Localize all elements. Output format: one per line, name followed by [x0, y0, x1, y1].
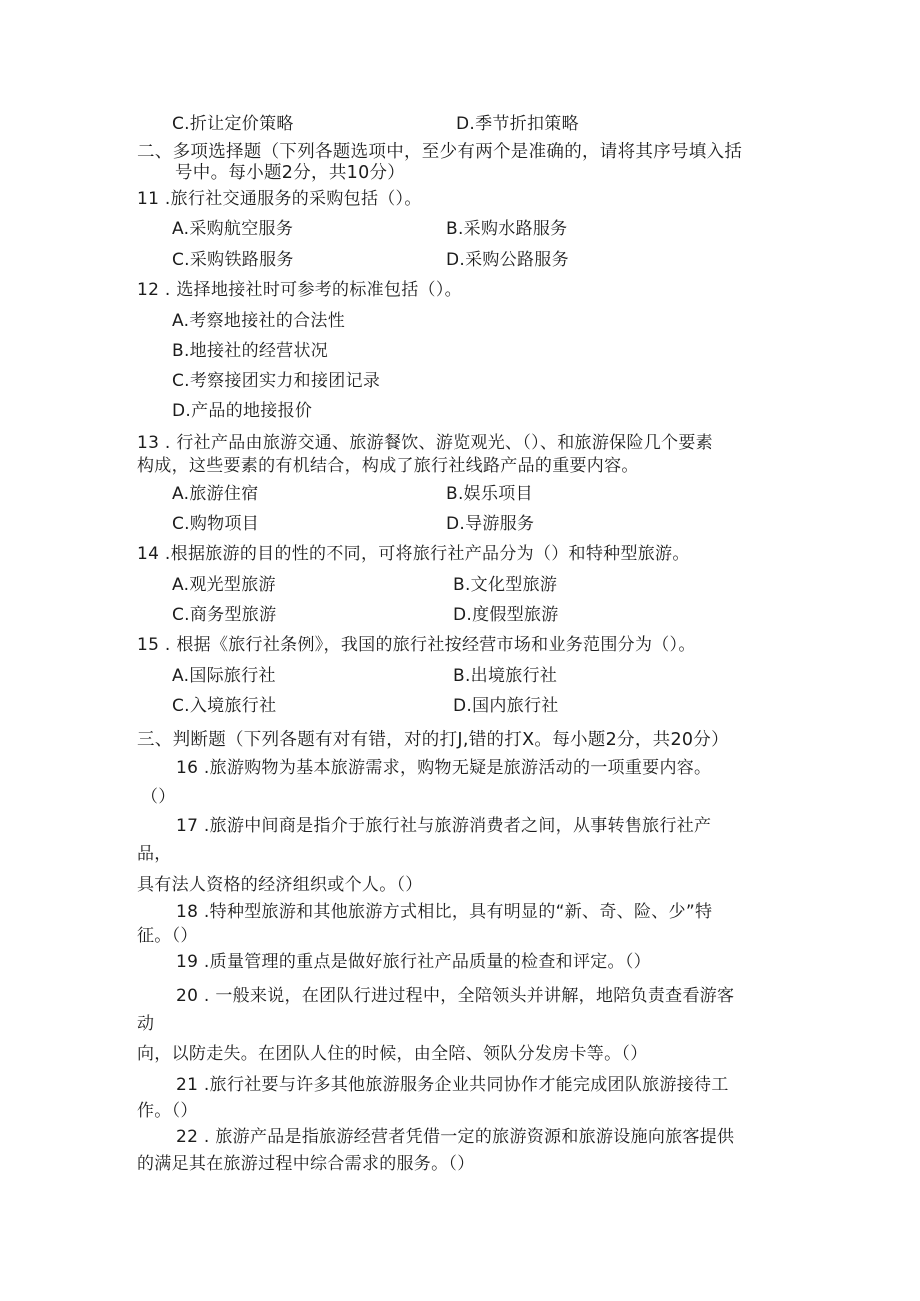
q16-line1: 16 .旅游购物为基本旅游需求，购物无疑是旅游活动的一项重要内容。 — [176, 758, 712, 778]
q13-option-b: B.娱乐项目 — [446, 484, 533, 504]
q12-option-b: B.地接社的经营状况 — [172, 341, 329, 361]
q17-line3: 具有法人资格的经济组织或个人。（） — [137, 875, 423, 895]
q13-option-a: A.旅游住宿 — [172, 484, 259, 504]
q11-option-c: C.采购铁路服务 — [172, 250, 294, 270]
q16-line2: （） — [141, 787, 176, 807]
section2-header-line2: 号中。每小题2分，共10分） — [175, 163, 406, 183]
q13-option-d: D.导游服务 — [446, 514, 535, 534]
q14-option-c: C.商务型旅游 — [172, 605, 277, 625]
q11-stem: 11 .旅行社交通服务的采购包括（）。 — [137, 189, 422, 209]
q10-option-d: D.季节折扣策略 — [456, 114, 579, 134]
q15-option-c: C.入境旅行社 — [172, 696, 277, 716]
q14-option-b: B.文化型旅游 — [453, 575, 558, 595]
q14-option-d: D.度假型旅游 — [453, 605, 559, 625]
q21-line2: 作。（） — [137, 1101, 198, 1121]
q11-option-a: A.采购航空服务 — [172, 219, 294, 239]
q10-option-c: C.折让定价策略 — [172, 114, 294, 134]
q11-option-b: B.采购水路服务 — [446, 219, 568, 239]
q22-line2: 的满足其在旅游过程中综合需求的服务。（） — [137, 1154, 475, 1174]
q11-option-d: D.采购公路服务 — [446, 250, 569, 270]
q17-line1: 17 .旅游中间商是指介于旅行社与旅游消费者之间，从事转售旅行社产 — [176, 816, 712, 836]
q20-line1: 20 . 一般来说，在团队行进过程中，全陪领头并讲解，地陪负责查看游客 — [176, 986, 735, 1006]
q15-stem: 15 . 根据《旅行社条例》，我国的旅行社按经营市场和业务范围分为（）。 — [137, 635, 696, 655]
q21-line1: 21 .旅行社要与许多其他旅游服务企业共同协作才能完成团队旅游接待工 — [176, 1075, 729, 1095]
q20-line3: 向，以防走失。在团队人住的时候，由全陪、领队分发房卡等。（） — [137, 1044, 648, 1064]
q20-line2: 动 — [137, 1014, 155, 1034]
q14-stem: 14 .根据旅游的目的性的不同，可将旅行社产品分为（）和特种型旅游。 — [137, 544, 690, 564]
q12-option-d: D.产品的地接报价 — [172, 401, 313, 421]
q17-line2: 品， — [137, 844, 172, 864]
q13-stem-line2: 构成，这些要素的有机结合，构成了旅行社线路产品的重要内容。 — [137, 456, 639, 476]
q14-option-a: A.观光型旅游 — [172, 575, 276, 595]
section2-header-line1: 二、多项选择题（下列各题选项中，至少有两个是准确的，请将其序号填入括 — [137, 142, 743, 162]
q18-line2: 征。（） — [137, 926, 198, 946]
q12-option-a: A.考察地接社的合法性 — [172, 311, 346, 331]
q15-option-d: D.国内旅行社 — [453, 696, 559, 716]
q13-option-c: C.购物项目 — [172, 514, 260, 534]
section3-header: 三、判断题（下列各题有对有错，对的打J,错的打X。每小题2分，共20分） — [137, 730, 729, 750]
q22-line1: 22 . 旅游产品是指旅游经营者凭借一定的旅游资源和旅游设施向旅客提供 — [176, 1127, 735, 1147]
q12-option-c: C.考察接团实力和接团记录 — [172, 371, 381, 391]
q13-stem-line1: 13 . 行社产品由旅游交通、旅游餐饮、游览观光、（）、和旅游保险几个要素 — [137, 433, 713, 453]
q12-stem: 12 . 选择地接社时可参考的标准包括（）。 — [137, 280, 462, 300]
q15-option-a: A.国际旅行社 — [172, 666, 276, 686]
q19-line1: 19 .质量管理的重点是做好旅行社产品质量的检查和评定。（） — [176, 952, 651, 972]
q18-line1: 18 .特种型旅游和其他旅游方式相比，具有明显的“新、奇、险、少”特 — [176, 902, 713, 922]
q15-option-b: B.出境旅行社 — [453, 666, 558, 686]
